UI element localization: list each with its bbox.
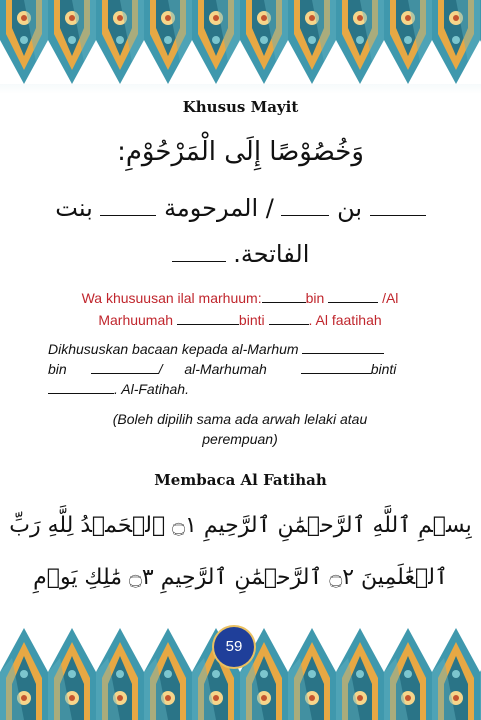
translit-text: Marhuumah [98,312,174,328]
top-wash [0,84,481,94]
blank-line [302,341,384,354]
blank-line [172,249,226,262]
translation-text: / [158,361,163,377]
translation-text: bin [48,361,67,377]
arabic-marhumah: / المرحومة [164,194,274,222]
arabic-fatihah: الفاتحة. [233,240,310,268]
arabic-binti: بنت [55,194,93,222]
arabic-bin: بن [337,194,363,222]
arabic-intro-line3 [0,236,481,272]
page-number-badge: 59 [214,627,254,667]
transliteration-line1 [40,287,440,309]
blank-line [177,312,239,325]
arabic-intro-line1: وَخُصُوْصًا إِلَى الْمَرْحُوْمِ: [117,137,364,167]
note-line2: perempuan) [202,431,278,447]
transliteration-line2 [40,309,440,331]
blank-line [262,290,306,303]
blank-line [301,361,371,374]
translation-line1 [48,339,428,359]
blank-line [281,203,329,216]
fatihah-verse-line2: ٱلۡعَٰلَمِينَ ۝٢ ٱلرَّحۡمَٰنِ ٱلرَّحِيمِ ۝٣ مَٰلِكِ يَوۡمِ [33,565,448,590]
translation-text: . Al-Fatihah. [114,381,189,397]
translit-text: /Al [382,290,399,306]
blank-line [48,381,114,394]
translation-line2 [48,359,428,379]
translit-text: Wa khusuusan ilal marhuum: [81,290,262,306]
translation-line3 [48,379,428,399]
blank-line [91,361,159,374]
arabic-intro-line2 [0,190,481,226]
blank-line [328,290,378,303]
blank-line [370,203,426,216]
translation-text: binti [370,361,397,377]
translit-text: binti [238,312,265,328]
note-line1: (Boleh dipilih sama ada arwah lelaki atau [112,411,368,427]
translit-text: bin [305,290,325,306]
blank-line [269,312,309,325]
blank-line [100,203,156,216]
fatihah-verse-line1: بِسۡمِ ٱللَّهِ ٱلرَّحۡمَٰنِ ٱلرَّحِيمِ ۝١ ٱلۡحَمۡدُ لِلَّهِ رَبِّ [9,513,472,538]
section-title-khusus-mayit: Khusus Mayit [182,98,299,116]
section-title-membaca-al-fatihah: Membaca Al Fatihah [154,471,327,489]
top-ornament-border [0,0,481,84]
translit-text: . Al faatihah [308,312,382,328]
translation-text: Dikhususkan bacaan kepada al-Marhum [48,341,299,357]
translation-text: al-Marhumah [184,361,267,377]
